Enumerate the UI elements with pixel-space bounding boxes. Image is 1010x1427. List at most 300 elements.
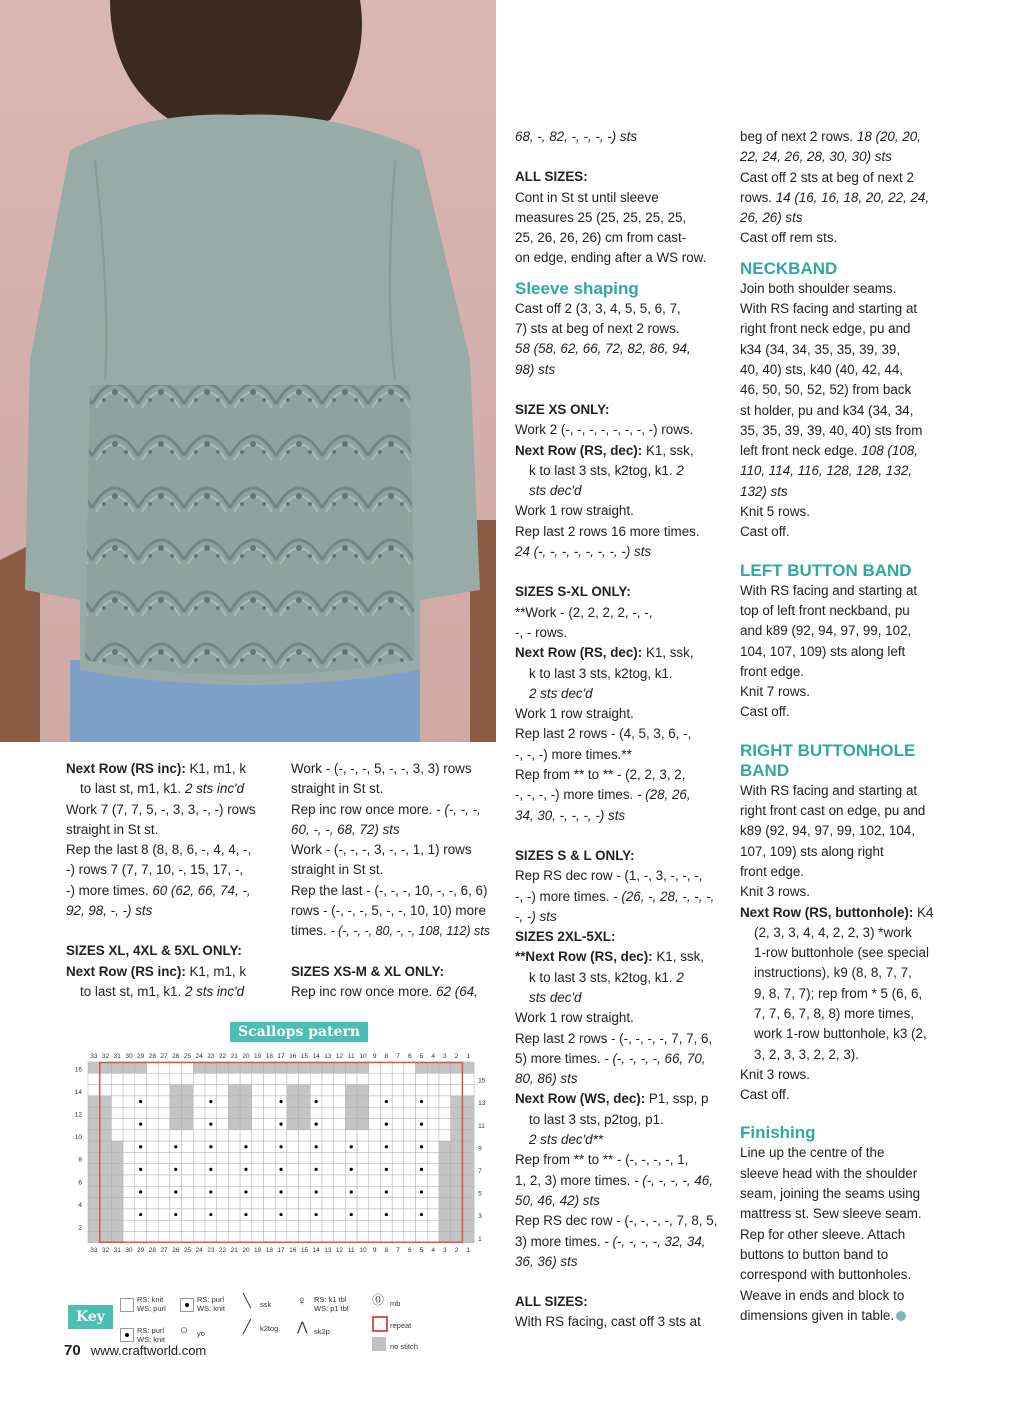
text: Rep last 2 rows - (-, -, -, -, 7, 7, 6,: [515, 1030, 713, 1046]
chart-cell: [182, 1141, 194, 1152]
purl-dot: [350, 1213, 353, 1216]
chart-cell: [451, 1209, 463, 1220]
chart-cell: [111, 1209, 123, 1220]
text: 5) more times.: [515, 1050, 605, 1066]
chart-cell: [182, 1186, 194, 1197]
text: 3, 2, 3, 3, 2, 2, 3).: [754, 1046, 859, 1062]
chart-cell: [345, 1232, 357, 1243]
chart-cell: [451, 1130, 463, 1141]
chart-column-number: 16: [289, 1246, 297, 1254]
chart-cell: [205, 1198, 217, 1209]
text: K1, m1, k: [185, 963, 247, 979]
purl-dot: [350, 1190, 353, 1193]
chart-cell: [135, 1130, 147, 1141]
chart-cell: [100, 1175, 112, 1186]
text: to last st, m1, k1.: [80, 781, 185, 797]
chart-cell: [123, 1175, 135, 1186]
purl-dot: [209, 1213, 212, 1216]
text: Rep RS dec row - (-, -, -, -, 7, 8, 5,: [515, 1213, 718, 1229]
chart-cell: [170, 1198, 182, 1209]
chart-cell: [392, 1220, 404, 1231]
chart-cell: [392, 1164, 404, 1175]
chart-cell: [123, 1119, 135, 1130]
size-subheading: SIZES XL, 4XL & 5XL ONLY:: [66, 943, 242, 959]
chart-column-number: 19: [254, 1246, 262, 1254]
chart-cell: [123, 1220, 135, 1231]
chart-cell: [88, 1141, 100, 1152]
purl-dot: [244, 1190, 247, 1193]
chart-cell: [369, 1220, 381, 1231]
chart-cell: [404, 1107, 416, 1118]
purl-dot: [420, 1100, 423, 1103]
chart-cell: [158, 1186, 170, 1197]
stitch-count: 2 sts dec'd**: [529, 1132, 604, 1148]
stitch-count: 98) sts: [515, 361, 556, 377]
chart-cell: [264, 1198, 276, 1209]
chart-cell: [427, 1119, 439, 1130]
text: K1, ssk,: [652, 949, 705, 965]
purl-dot: [420, 1213, 423, 1216]
chart-cell: [381, 1107, 393, 1118]
text: buttons to button band to: [740, 1246, 889, 1262]
chart-cell: [182, 1073, 194, 1084]
chart-cell: [252, 1220, 264, 1231]
chart-cell: [334, 1085, 346, 1096]
chart-cell: [182, 1062, 194, 1073]
text: rows.: [740, 189, 776, 205]
chart-cell: [345, 1175, 357, 1186]
chart-column-number: 27: [160, 1053, 168, 1060]
chart-cell: [100, 1152, 112, 1163]
chart-cell: [357, 1186, 369, 1197]
chart-column-number: 8: [384, 1053, 389, 1060]
chart-column-number: 29: [137, 1053, 145, 1060]
chart-cell: [252, 1085, 264, 1096]
chart-cell: [217, 1209, 229, 1220]
chart-column-number: 15: [300, 1053, 309, 1060]
text: work 1-row buttonhole, k3 (2,: [754, 1026, 927, 1042]
chart-cell: [404, 1175, 416, 1186]
text: Cast off 2 (3, 3, 4, 5, 5, 6, 7,: [515, 300, 681, 316]
yo-icon: ○: [180, 1322, 188, 1337]
chart-cell: [345, 1073, 357, 1084]
chart-cell: [264, 1107, 276, 1118]
chart-cell: [182, 1209, 194, 1220]
chart-column-number: 21: [230, 1053, 238, 1060]
chart-cell: [88, 1152, 100, 1163]
stitch-count: - (-, -, -, -, 32, 34,: [604, 1233, 706, 1249]
chart-cell: [182, 1220, 194, 1231]
chart-cell: [322, 1119, 334, 1130]
stitch-count: -, -) sts: [515, 908, 557, 924]
text: right front neck edge, pu and: [740, 321, 911, 337]
chart-cell: [100, 1220, 112, 1231]
chart-column-number: 14: [312, 1053, 320, 1060]
chart-column-number: 10: [359, 1246, 367, 1254]
stitch-count: 26, 26) sts: [740, 210, 803, 226]
chart-cell: [111, 1220, 123, 1231]
purl-dot: [315, 1145, 318, 1148]
chart-row-number: 13: [478, 1100, 486, 1108]
chart-cell: [240, 1152, 252, 1163]
chart-cell: [287, 1141, 299, 1152]
key-text: WS: p1 tbl: [314, 1304, 349, 1313]
chart-cell: [345, 1220, 357, 1231]
chart-cell: [322, 1085, 334, 1096]
chart-cell: [322, 1175, 334, 1186]
chart-cell: [427, 1220, 439, 1231]
text: Cast off 2 sts at beg of next 2: [740, 169, 914, 185]
chart-cell: [182, 1175, 194, 1186]
chart-cell: [357, 1152, 369, 1163]
chart-cell: [205, 1220, 217, 1231]
chart-cell: [217, 1107, 229, 1118]
text: k to last 3 sts, k2tog, k1.: [529, 969, 677, 985]
website: www.craftworld.com: [90, 1343, 207, 1358]
text: -) rows 7 (7, 7, 10, -, 15, 17, -,: [66, 862, 244, 878]
chart-cell: [147, 1062, 159, 1073]
key-text: yo: [197, 1329, 205, 1338]
key-text: mb: [390, 1299, 401, 1308]
chart-cell: [462, 1186, 474, 1197]
chart-cell: [287, 1186, 299, 1197]
chart-cell: [287, 1096, 299, 1107]
chart-cell: [404, 1085, 416, 1096]
chart-column-number: 13: [324, 1246, 332, 1254]
chart-cell: [275, 1130, 287, 1141]
chart-cell: [158, 1209, 170, 1220]
chart-cell: [334, 1130, 346, 1141]
chart-cell: [416, 1130, 428, 1141]
chart-cell: [193, 1164, 205, 1175]
chart-column-number: 32: [101, 1246, 110, 1254]
chart-cell: [264, 1209, 276, 1220]
chart-cell: [416, 1198, 428, 1209]
stitch-count: - (-, -, -, 80, -, -, 108, 112) sts: [330, 924, 490, 939]
chart-column-number: 32: [101, 1053, 110, 1060]
chart-cell: [381, 1152, 393, 1163]
stitch-count: 2: [676, 462, 684, 478]
chart-cell: [345, 1198, 357, 1209]
chart-cell: [147, 1186, 159, 1197]
chart-cell: [123, 1062, 135, 1073]
repeat-box: [372, 1316, 388, 1332]
chart-column-number: 23: [207, 1246, 215, 1254]
chart-cell: [451, 1198, 463, 1209]
chart-cell: [100, 1096, 112, 1107]
chart-cell: [240, 1096, 252, 1107]
chart-cell: [193, 1152, 205, 1163]
chart-cell: [357, 1198, 369, 1209]
chart-cell: [252, 1107, 264, 1118]
text: Join both shoulder seams.: [740, 280, 897, 296]
chart-cell: [182, 1107, 194, 1118]
chart-cell: [357, 1096, 369, 1107]
chart-cell: [369, 1096, 381, 1107]
chart-cell: [170, 1096, 182, 1107]
chart-cell: [287, 1085, 299, 1096]
text: Knit 5 rows.: [740, 504, 810, 520]
text: Rep the last 8 (8, 8, 6, -, 4, 4, -,: [66, 842, 252, 858]
k1tbl-icon: ♀: [297, 1293, 307, 1308]
text: front edge.: [740, 863, 805, 879]
text: -) more times.: [66, 882, 153, 898]
purl-dot: [350, 1145, 353, 1148]
size-subheading: SIZES S-XL ONLY:: [515, 584, 631, 600]
stitch-count: 2: [676, 969, 684, 985]
chart-cell: [88, 1164, 100, 1175]
chart-cell: [135, 1175, 147, 1186]
chart-cell: [158, 1152, 170, 1163]
chart-cell: [310, 1198, 322, 1209]
chart-cell: [228, 1130, 240, 1141]
chart-column-number: 14: [312, 1246, 320, 1254]
stitch-count: 132) sts: [740, 483, 788, 499]
chart-column-number: 17: [277, 1246, 285, 1254]
chart-cell: [369, 1107, 381, 1118]
chart-cell: [182, 1119, 194, 1130]
chart-cell: [240, 1232, 252, 1243]
text: Rep inc row once more.: [291, 801, 437, 817]
chart-column-number: 16: [289, 1053, 297, 1060]
text: Work 1 row straight.: [515, 503, 634, 519]
chart-cell: [392, 1152, 404, 1163]
chart-cell: [287, 1107, 299, 1118]
chart-cell: [345, 1130, 357, 1141]
purl-dot: [315, 1100, 318, 1103]
chart-cell: [123, 1096, 135, 1107]
chart-cell: [193, 1220, 205, 1231]
chart-cell: [158, 1232, 170, 1243]
purl-dot: [385, 1190, 388, 1193]
text: Rep last 2 rows - (4, 5, 3, 6, -,: [515, 726, 692, 742]
chart-cell: [427, 1232, 439, 1243]
chart-cell: [228, 1198, 240, 1209]
text: With RS facing and starting at: [740, 301, 918, 317]
chart-cell: [123, 1164, 135, 1175]
chart-cell: [193, 1232, 205, 1243]
chart-cell: [111, 1085, 123, 1096]
chart-cell: [170, 1107, 182, 1118]
stitch-count: 22, 24, 26, 28, 30, 30) sts: [740, 149, 892, 165]
text: instructions), k9 (8, 8, 7, 7,: [754, 965, 912, 981]
text: Rep from ** to ** - (2, 2, 3, 2,: [515, 767, 686, 783]
chart-column-number: 27: [160, 1246, 168, 1254]
chart-cell: [111, 1119, 123, 1130]
purl-dot: [420, 1123, 423, 1126]
chart-cell: [345, 1085, 357, 1096]
chart-cell: [451, 1073, 463, 1084]
chart-cell: [170, 1175, 182, 1186]
chart-cell: [392, 1096, 404, 1107]
chart-cell: [158, 1198, 170, 1209]
chart-cell: [299, 1164, 311, 1175]
key-text: no stitch: [390, 1342, 418, 1351]
chart-cell: [170, 1152, 182, 1163]
chart-cell: [205, 1152, 217, 1163]
chart-cell: [392, 1119, 404, 1130]
purl-dot: [209, 1123, 212, 1126]
chart-cell: [392, 1085, 404, 1096]
text: K4: [913, 904, 934, 920]
chart-row-number: 11: [478, 1122, 485, 1130]
chart-cell: [427, 1096, 439, 1107]
chart-cell: [170, 1232, 182, 1243]
chart-cell: [252, 1130, 264, 1141]
chart-cell: [111, 1073, 123, 1084]
chart-cell: [252, 1186, 264, 1197]
chart-row-number: 1: [478, 1235, 482, 1243]
chart-cell: [182, 1085, 194, 1096]
column-3: [515, 127, 725, 1333]
chart-cell: [369, 1141, 381, 1152]
text: Knit 7 rows.: [740, 684, 810, 700]
key-text: RS: purl: [137, 1326, 165, 1335]
key-label: Key: [68, 1305, 113, 1329]
chart-cell: [88, 1119, 100, 1130]
instruction-label: Next Row (RS inc):: [66, 963, 186, 979]
chart-cell: [299, 1186, 311, 1197]
chart-cell: [381, 1232, 393, 1243]
purl-dot: [279, 1145, 282, 1148]
text: Rep inc row once more.: [291, 983, 437, 999]
chart-cell: [217, 1220, 229, 1231]
chart-cell: [275, 1198, 287, 1209]
chart-cell: [100, 1062, 112, 1073]
chart-cell: [404, 1209, 416, 1220]
section-heading: BAND: [740, 760, 790, 780]
key-text: RS: purl: [197, 1295, 225, 1304]
chart-cell: [252, 1062, 264, 1073]
text: straight in St st.: [291, 862, 384, 878]
chart-cell: [416, 1152, 428, 1163]
text: k89 (92, 94, 97, 99, 102, 104,: [740, 823, 915, 839]
chart-cell: [439, 1096, 451, 1107]
text: left front neck edge.: [740, 443, 862, 459]
chart-cell: [135, 1073, 147, 1084]
chart-cell: [111, 1186, 123, 1197]
column-2: [291, 759, 496, 1002]
chart-cell: [287, 1119, 299, 1130]
chart-cell: [462, 1073, 474, 1084]
stitch-count: 34, 30, -, -, -, -) sts: [515, 807, 626, 823]
text: k to last 3 sts, k2tog, k1.: [529, 462, 677, 478]
chart-cell: [182, 1232, 194, 1243]
chart-column-number: 11: [347, 1246, 355, 1254]
chart-cell: [462, 1209, 474, 1220]
key-text: RS: k1 tbl: [314, 1295, 347, 1304]
chart-cell: [334, 1232, 346, 1243]
chart-cell: [310, 1220, 322, 1231]
chart-column-number: 4: [431, 1053, 435, 1060]
chart-cell: [111, 1152, 123, 1163]
stitch-count: - (-, -, -,: [436, 801, 481, 817]
text: Rep the last - (-, -, -, 10, -, -, 6, 6): [291, 882, 488, 898]
chart-cell: [193, 1073, 205, 1084]
chart-cell: [427, 1198, 439, 1209]
chart-cell: [88, 1186, 100, 1197]
text: measures 25 (25, 25, 25, 25,: [515, 209, 687, 225]
chart-cell: [111, 1164, 123, 1175]
chart-cell: [205, 1085, 217, 1096]
chart-column-number: 33: [90, 1053, 98, 1060]
purl-dot: [420, 1168, 423, 1171]
text: to last st, m1, k1.: [80, 983, 185, 999]
chart-cell: [287, 1073, 299, 1084]
chart-cell: [275, 1062, 287, 1073]
chart-cell: [357, 1062, 369, 1073]
chart-column-number: 21: [230, 1246, 238, 1254]
sk2p-icon: ⋀: [297, 1319, 308, 1334]
chart-cell: [369, 1198, 381, 1209]
chart-cell: [88, 1085, 100, 1096]
chart-cell: [100, 1130, 112, 1141]
chart-cell: [147, 1232, 159, 1243]
instruction-label: Next Row (WS, dec):: [515, 1091, 646, 1107]
chart-cell: [462, 1096, 474, 1107]
chart-cell: [404, 1220, 416, 1231]
chart-column-number: 22: [218, 1246, 227, 1254]
chart-cell: [462, 1130, 474, 1141]
chart-cell: [404, 1073, 416, 1084]
chart-cell: [299, 1175, 311, 1186]
chart-cell: [170, 1130, 182, 1141]
chart-cell: [228, 1209, 240, 1220]
chart-column-number: 19: [254, 1053, 262, 1060]
chart-column-number: 31: [113, 1053, 121, 1060]
chart-cell: [462, 1198, 474, 1209]
chart-cell: [123, 1186, 135, 1197]
chart-cell: [369, 1164, 381, 1175]
purl-dot: [385, 1123, 388, 1126]
chart-cell: [158, 1119, 170, 1130]
chart-cell: [88, 1232, 100, 1243]
chart-cell: [381, 1073, 393, 1084]
chart-cell: [334, 1209, 346, 1220]
chart-cell: [404, 1141, 416, 1152]
chart-cell: [264, 1220, 276, 1231]
chart-cell: [158, 1175, 170, 1186]
chart-row-number: 3: [478, 1213, 482, 1221]
chart-cell: [158, 1096, 170, 1107]
chart-cell: [240, 1107, 252, 1118]
stitch-count: - (28, 26,: [637, 787, 691, 803]
chart-cell: [299, 1096, 311, 1107]
chart-cell: [158, 1107, 170, 1118]
chart-cell: [439, 1107, 451, 1118]
chart-column-number: 1: [466, 1246, 471, 1254]
chart-cell: [193, 1198, 205, 1209]
chart-cell: [147, 1175, 159, 1186]
chart-cell: [275, 1232, 287, 1243]
purl-dot: [315, 1190, 318, 1193]
stitch-count: - (-, -, -, -, 66, 70,: [604, 1050, 706, 1066]
stitch-count: - (26, -, 28, -, -, -,: [613, 888, 715, 904]
chart-cell: [416, 1062, 428, 1073]
chart-cell: [451, 1232, 463, 1243]
chart-cell: [135, 1152, 147, 1163]
chart-column-number: 31: [113, 1246, 121, 1254]
key-text: k2tog: [260, 1324, 279, 1333]
chart-column-number: 20: [242, 1053, 250, 1060]
chart-cell: [334, 1186, 346, 1197]
chart-cell: [322, 1152, 334, 1163]
chart-cell: [287, 1164, 299, 1175]
chart-cell: [100, 1119, 112, 1130]
chart-cell: [217, 1130, 229, 1141]
purl-dot: [279, 1123, 282, 1126]
chart-cell: [392, 1232, 404, 1243]
